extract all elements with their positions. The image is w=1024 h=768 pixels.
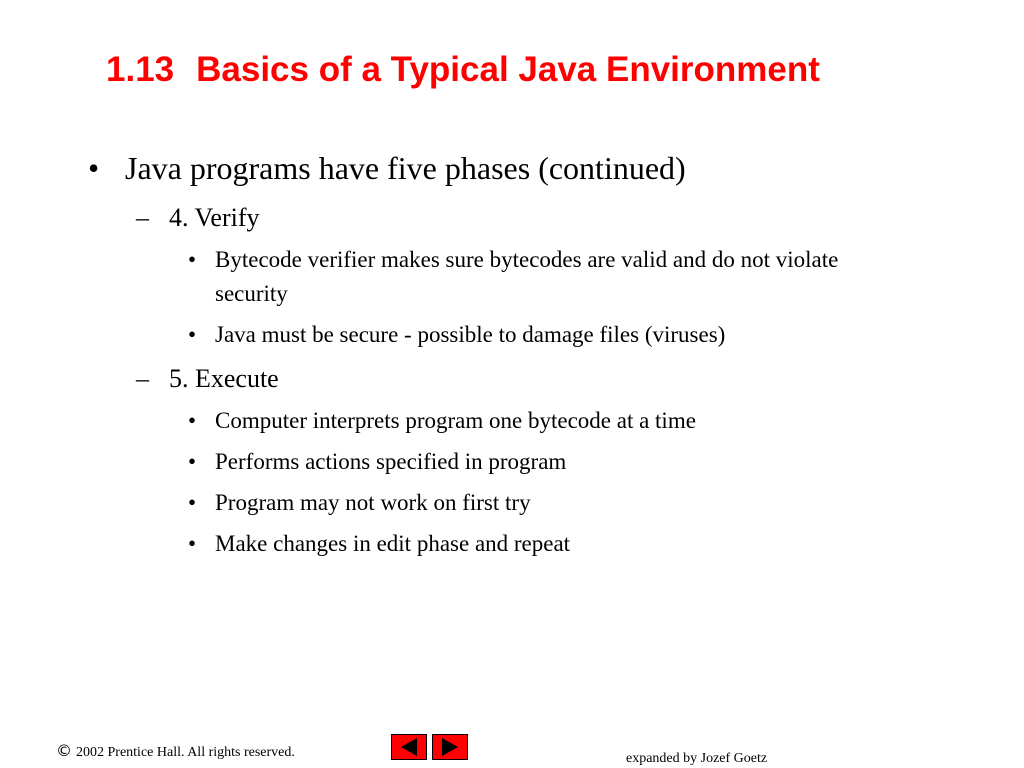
slide-title-text: Basics of a Typical Java Environment	[196, 50, 820, 89]
right-arrow-icon	[433, 735, 467, 759]
dash-marker: –	[136, 203, 149, 232]
copyright-notice	[56, 741, 295, 763]
bullet-marker: •	[88, 150, 100, 186]
bullet-marker: •	[188, 449, 197, 474]
list-item	[188, 243, 908, 311]
bullet-marker: •	[188, 490, 197, 515]
copyright-symbol: ©	[56, 741, 72, 760]
bullet-marker: •	[188, 322, 197, 347]
bullet-marker: •	[188, 408, 197, 433]
bullet-marker: •	[188, 247, 197, 272]
slide-title	[106, 48, 820, 92]
list-item	[188, 318, 908, 352]
slide-number: 1.13	[106, 50, 175, 89]
previous-slide-button[interactable]	[391, 734, 427, 760]
list-item-text: Performs actions specified in program	[215, 449, 567, 474]
list-item-text: Bytecode verifier makes sure bytecodes are valid and do not violate security	[215, 247, 839, 306]
bullet-marker: •	[188, 531, 197, 556]
list-item	[188, 404, 908, 438]
main-bullet-text: Java programs have five phases (continued)	[125, 150, 686, 186]
list-item	[188, 445, 908, 479]
list-item-text: Make changes in edit phase and repeat	[215, 531, 571, 556]
list-item	[188, 527, 908, 561]
list-item-text: Java must be secure - possible to damage files (viruses)	[215, 322, 726, 347]
author-credit: expanded by Jozef Goetz	[626, 751, 768, 766]
next-slide-button[interactable]	[432, 734, 468, 760]
phase-label: 5. Execute	[169, 364, 279, 393]
list-item	[188, 486, 908, 520]
phase-label: 4. Verify	[169, 203, 260, 232]
dash-marker: –	[136, 364, 149, 393]
copyright-text: 2002 Prentice Hall. All rights reserved.	[76, 745, 295, 760]
list-item-text: Program may not work on first try	[215, 490, 531, 515]
list-item-text: Computer interprets program one bytecode at a time	[215, 408, 696, 433]
left-arrow-icon	[392, 735, 426, 759]
